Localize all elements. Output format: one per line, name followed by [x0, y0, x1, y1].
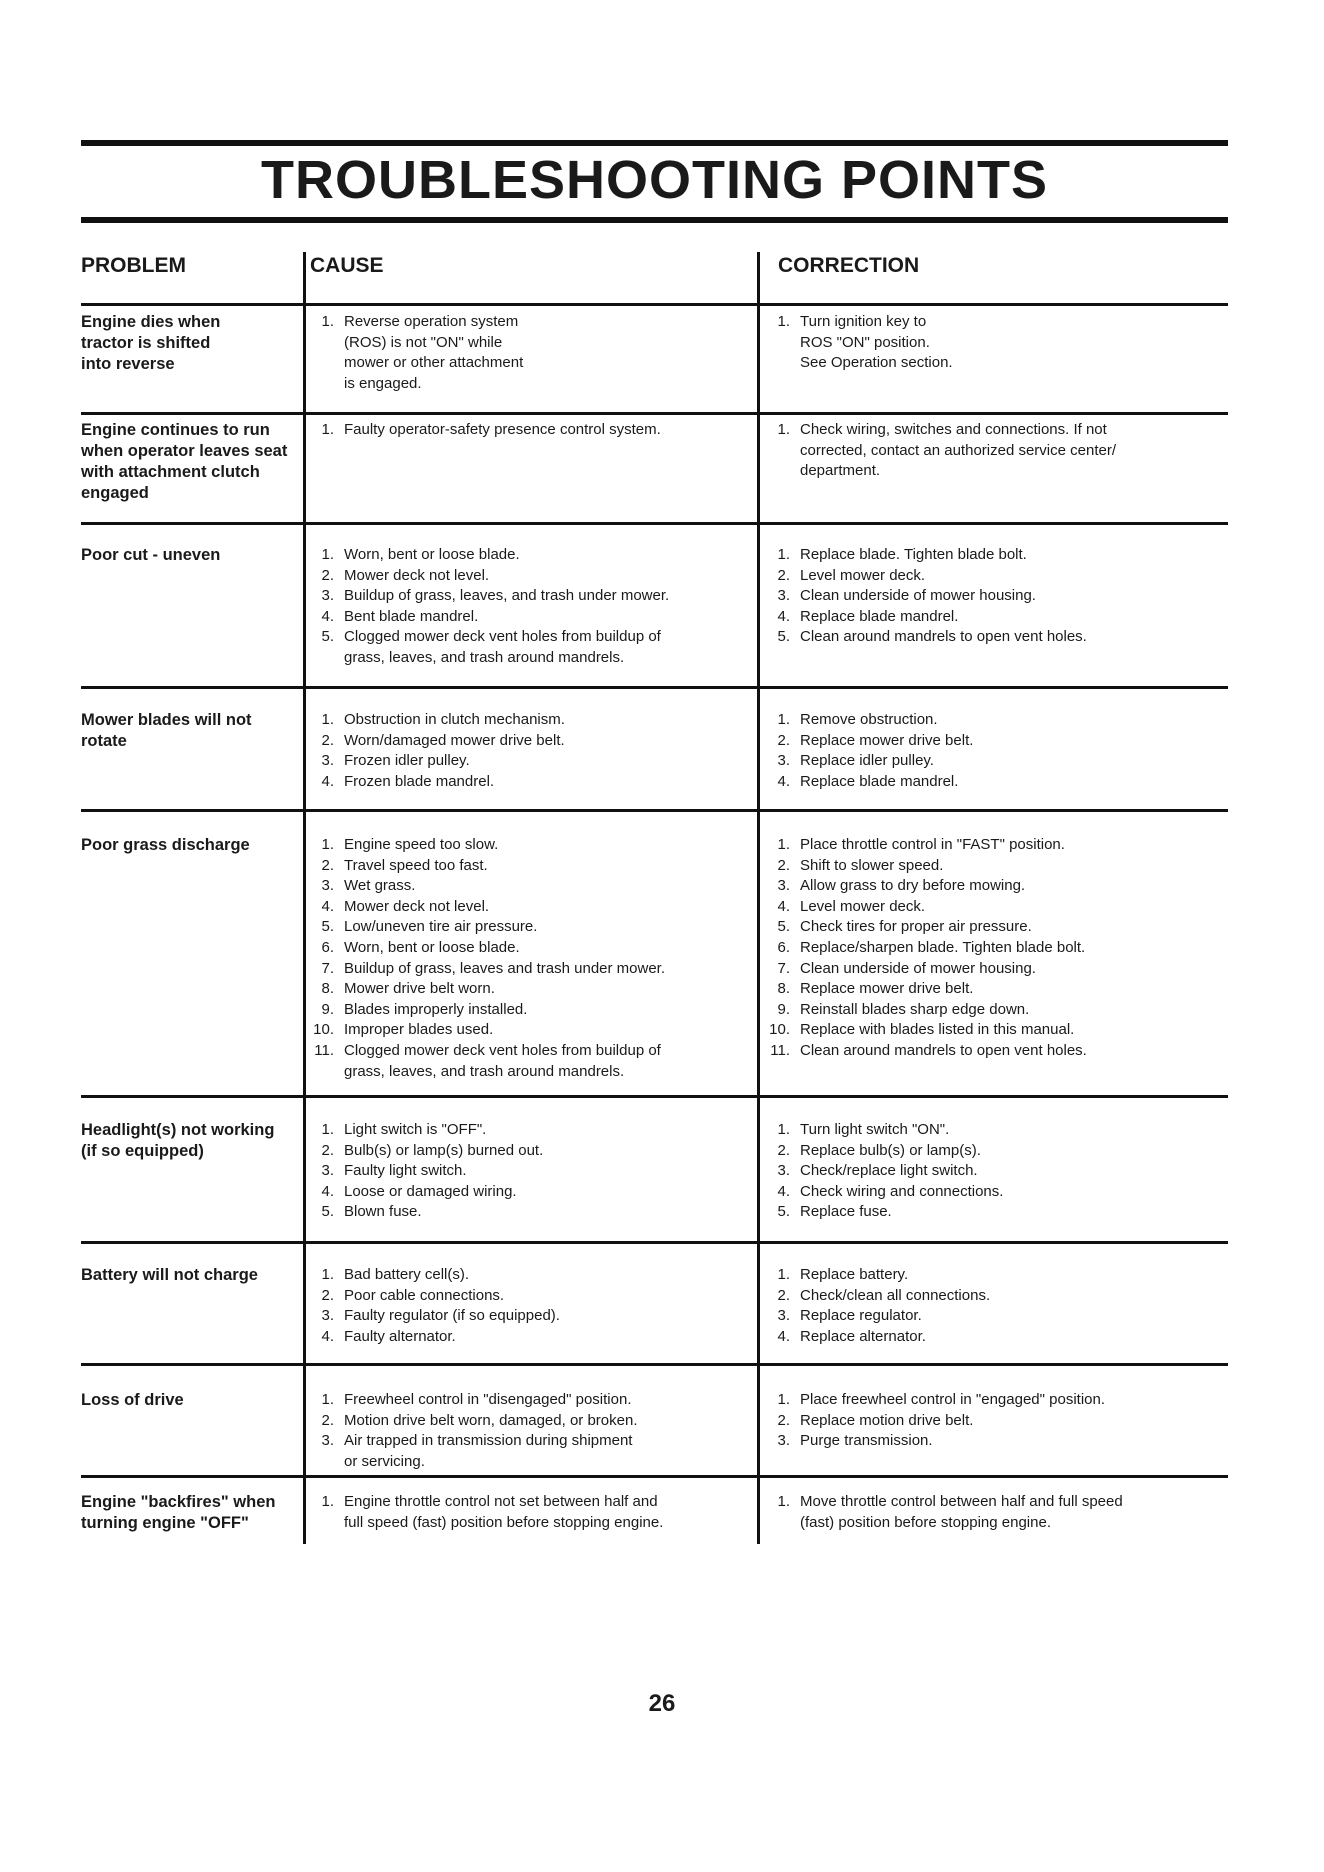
row-separator	[81, 1475, 1228, 1478]
list-item	[766, 1000, 1228, 1021]
problem-text: Loss of drive	[81, 1391, 184, 1409]
item-text: Mower drive belt worn.	[344, 980, 495, 998]
item-number: 5.	[777, 918, 790, 936]
list-item	[766, 856, 1228, 877]
list-item	[766, 1020, 1228, 1041]
row-separator	[81, 1095, 1228, 1098]
item-text: Freewheel control in "disengaged" position.	[344, 1391, 632, 1408]
title-bottom-rule	[81, 217, 1228, 223]
item-number: 3.	[777, 1307, 790, 1325]
item-text: Check/clean all connections.	[800, 1286, 991, 1304]
item-text: Clean around mandrels to open vent holes.	[800, 1041, 1087, 1059]
item-number: 1.	[321, 836, 334, 853]
item-number: 11.	[314, 1041, 334, 1059]
item-text: Frozen idler pulley.	[344, 752, 470, 770]
header-problem: PROBLEM	[81, 254, 186, 277]
list-item	[310, 710, 760, 731]
list-item	[310, 1265, 760, 1286]
item-text: Clean underside of mower housing.	[800, 959, 1036, 977]
correction-list	[766, 1492, 1228, 1533]
item-number: 4.	[777, 607, 790, 625]
item-text: Faulty alternator.	[344, 1327, 456, 1345]
item-number: 3.	[777, 587, 790, 605]
item-text: Purge transmission.	[800, 1432, 933, 1450]
item-text: Allow grass to dry before mowing.	[800, 877, 1026, 895]
list-item	[310, 876, 760, 897]
item-number: 5.	[321, 1203, 334, 1221]
list-item	[766, 917, 1228, 938]
item-text: Replace mower drive belt.	[800, 731, 974, 749]
item-text: Replace blade mandrel.	[800, 772, 959, 790]
item-text: Frozen blade mandrel.	[344, 772, 495, 790]
list-item	[766, 1182, 1228, 1203]
item-text: Replace bulb(s) or lamp(s).	[800, 1141, 981, 1159]
list-item	[310, 959, 760, 980]
item-number: 4.	[321, 1182, 334, 1200]
item-text: Faulty regulator (if so equipped).	[344, 1307, 560, 1325]
cause-list	[310, 1492, 760, 1533]
item-text: Replace idler pulley.	[800, 752, 934, 770]
item-number: 4.	[321, 1327, 334, 1345]
list-item	[310, 772, 760, 793]
item-number: 2.	[777, 1411, 790, 1429]
item-number: 3.	[777, 1432, 790, 1450]
item-number: 3.	[777, 1162, 790, 1180]
item-number: 3.	[777, 877, 790, 895]
cause-list	[310, 835, 760, 1082]
item-text: Replace blade. Tighten blade bolt.	[800, 546, 1027, 563]
list-item	[766, 876, 1228, 897]
item-text: Bent blade mandrel.	[344, 607, 479, 625]
list-item	[766, 1202, 1228, 1223]
row-separator	[81, 686, 1228, 689]
column-divider-cause	[303, 252, 306, 1544]
problem-text: Engine continues to run when operator leaves seat with attachment clutch engaged	[81, 421, 288, 502]
item-number: 2.	[777, 1141, 790, 1159]
item-text: Move throttle control between half and full speed (fast) position before stopping engine.	[800, 1493, 1123, 1531]
list-item	[766, 979, 1228, 1000]
title-top-rule	[81, 140, 1228, 146]
item-text: Worn/damaged mower drive belt.	[344, 731, 565, 749]
cause-list	[310, 1265, 760, 1347]
item-text: Faulty light switch.	[344, 1162, 467, 1180]
item-text: Turn light switch "ON".	[800, 1121, 950, 1138]
list-item	[310, 1202, 760, 1223]
list-item	[310, 1120, 760, 1141]
correction-list	[766, 1265, 1228, 1347]
page-number: 26	[648, 1690, 676, 1717]
list-item	[766, 1041, 1228, 1062]
item-number: 3.	[777, 752, 790, 770]
correction-list	[766, 710, 1228, 792]
item-text: Engine speed too slow.	[344, 836, 499, 853]
list-item	[766, 1141, 1228, 1162]
list-item	[310, 897, 760, 918]
item-text: Clean underside of mower housing.	[800, 587, 1036, 605]
item-text: Wet grass.	[344, 877, 416, 895]
problem-text: Headlight(s) not working (if so equipped)	[81, 1121, 275, 1160]
item-number: 4.	[321, 607, 334, 625]
item-text: Mower deck not level.	[344, 897, 490, 915]
correction-list	[766, 1120, 1228, 1223]
item-text: Check wiring, switches and connections. If not corrected, contact an authorized service center/ department.	[800, 421, 1116, 480]
row-separator	[81, 1363, 1228, 1366]
item-number: 4.	[777, 897, 790, 915]
list-item	[766, 1286, 1228, 1307]
item-number: 3.	[321, 877, 334, 895]
correction-list	[766, 420, 1228, 482]
list-item	[310, 1492, 760, 1533]
item-number: 6.	[321, 938, 334, 956]
header-cause: CAUSE	[310, 254, 384, 277]
item-number: 1.	[777, 836, 790, 853]
list-item	[310, 586, 760, 607]
item-number: 4.	[321, 772, 334, 790]
item-number: 5.	[777, 628, 790, 646]
list-item	[310, 1327, 760, 1348]
item-number: 1.	[321, 421, 334, 438]
item-number: 1.	[777, 1266, 790, 1283]
list-item	[310, 1141, 760, 1162]
item-text: Light switch is "OFF".	[344, 1121, 487, 1138]
item-text: Clean around mandrels to open vent holes.	[800, 628, 1087, 646]
list-item	[310, 566, 760, 587]
list-item	[310, 979, 760, 1000]
item-text: Check tires for proper air pressure.	[800, 918, 1032, 936]
list-item	[310, 856, 760, 877]
list-item	[310, 1161, 760, 1182]
item-number: 5.	[777, 1203, 790, 1221]
item-text: Motion drive belt worn, damaged, or broken.	[344, 1411, 638, 1429]
item-text: Buildup of grass, leaves, and trash under mower.	[344, 587, 670, 605]
item-number: 2.	[321, 1141, 334, 1159]
item-number: 5.	[321, 628, 334, 646]
item-number: 1.	[777, 546, 790, 563]
item-number: 3.	[321, 587, 334, 605]
item-text: Check/replace light switch.	[800, 1162, 978, 1180]
item-number: 4.	[321, 897, 334, 915]
item-number: 1.	[321, 1266, 334, 1283]
item-text: Replace alternator.	[800, 1327, 926, 1345]
list-item	[310, 731, 760, 752]
item-text: Low/uneven tire air pressure.	[344, 918, 538, 936]
list-item	[766, 1492, 1228, 1533]
list-item	[310, 1020, 760, 1041]
item-number: 1.	[321, 546, 334, 563]
item-text: Improper blades used.	[344, 1021, 494, 1039]
list-item	[766, 1411, 1228, 1432]
correction-list	[766, 1390, 1228, 1452]
correction-list	[766, 835, 1228, 1062]
row-separator	[81, 522, 1228, 525]
problem-text: Engine "backfires" when turning engine "OFF"	[81, 1493, 276, 1532]
list-item	[310, 312, 760, 394]
item-text: Air trapped in transmission during shipment or servicing.	[344, 1432, 633, 1470]
problem-text: Poor cut - uneven	[81, 546, 221, 564]
problem-text: Battery will not charge	[81, 1266, 258, 1284]
item-number: 11.	[770, 1041, 790, 1059]
item-number: 1.	[777, 1493, 790, 1510]
list-item	[310, 1390, 760, 1411]
item-number: 2.	[777, 1286, 790, 1304]
item-number: 2.	[321, 1411, 334, 1429]
item-text: Reinstall blades sharp edge down.	[800, 1000, 1030, 1018]
list-item	[310, 1000, 760, 1021]
item-number: 2.	[321, 856, 334, 874]
list-item	[310, 607, 760, 628]
list-item	[310, 545, 760, 566]
row-separator	[81, 1241, 1228, 1244]
list-item	[766, 607, 1228, 628]
item-number: 3.	[321, 1162, 334, 1180]
list-item	[766, 835, 1228, 856]
item-number: 2.	[321, 1286, 334, 1304]
correction-list	[766, 545, 1228, 648]
item-number: 1.	[321, 1391, 334, 1408]
list-item	[766, 586, 1228, 607]
item-text: Replace mower drive belt.	[800, 980, 974, 998]
list-item	[310, 1431, 760, 1472]
item-text: Replace motion drive belt.	[800, 1411, 974, 1429]
item-text: Bad battery cell(s).	[344, 1266, 470, 1283]
item-text: Remove obstruction.	[800, 711, 938, 728]
row-separator	[81, 412, 1228, 415]
item-number: 4.	[777, 772, 790, 790]
item-number: 9.	[777, 1000, 790, 1018]
page-title: TROUBLESHOOTING POINTS	[260, 150, 1049, 210]
item-number: 9.	[321, 1000, 334, 1018]
list-item	[766, 627, 1228, 648]
header-correction: CORRECTION	[778, 254, 920, 277]
item-text: Replace/sharpen blade. Tighten blade bolt.	[800, 938, 1086, 956]
item-text: Worn, bent or loose blade.	[344, 546, 520, 563]
correction-list	[766, 312, 1228, 374]
item-text: Replace fuse.	[800, 1203, 892, 1221]
item-text: Check wiring and connections.	[800, 1182, 1004, 1200]
list-item	[766, 1390, 1228, 1411]
item-number: 1.	[777, 313, 790, 330]
item-number: 1.	[321, 1493, 334, 1510]
item-number: 8.	[321, 980, 334, 998]
item-number: 10.	[313, 1021, 334, 1039]
item-number: 1.	[777, 711, 790, 728]
list-item	[766, 566, 1228, 587]
list-item	[310, 1306, 760, 1327]
cause-list	[310, 312, 760, 394]
item-text: Replace regulator.	[800, 1307, 922, 1325]
item-number: 1.	[777, 1121, 790, 1138]
item-text: Replace battery.	[800, 1266, 909, 1283]
item-text: Level mower deck.	[800, 897, 926, 915]
list-item	[766, 938, 1228, 959]
item-number: 1.	[777, 1391, 790, 1408]
list-item	[310, 1411, 760, 1432]
item-number: 2.	[321, 566, 334, 584]
list-item	[766, 1431, 1228, 1452]
item-text: Place freewheel control in "engaged" position.	[800, 1391, 1106, 1408]
list-item	[310, 835, 760, 856]
item-text: Replace with blades listed in this manual.	[800, 1021, 1075, 1039]
cause-list	[310, 420, 760, 441]
list-item	[766, 1161, 1228, 1182]
item-number: 2.	[777, 856, 790, 874]
item-number: 3.	[321, 1307, 334, 1325]
item-number: 3.	[321, 752, 334, 770]
list-item	[310, 1286, 760, 1307]
row-separator	[81, 303, 1228, 306]
list-item	[766, 731, 1228, 752]
item-number: 7.	[321, 959, 334, 977]
item-number: 2.	[321, 731, 334, 749]
list-item	[766, 1306, 1228, 1327]
item-number: 1.	[777, 421, 790, 438]
item-text: Buildup of grass, leaves and trash under mower.	[344, 959, 666, 977]
item-text: Poor cable connections.	[344, 1286, 505, 1304]
item-text: Reverse operation system (ROS) is not "ON" while mower or other attachment is engaged.	[344, 313, 524, 392]
list-item	[766, 897, 1228, 918]
item-text: Blown fuse.	[344, 1203, 422, 1221]
item-text: Faulty operator-safety presence control system.	[344, 421, 661, 438]
list-item	[766, 751, 1228, 772]
problem-text: Mower blades will not rotate	[81, 711, 252, 750]
item-number: 1.	[321, 1121, 334, 1138]
list-item	[766, 772, 1228, 793]
item-text: Bulb(s) or lamp(s) burned out.	[344, 1141, 544, 1159]
item-text: Travel speed too fast.	[344, 856, 488, 874]
item-number: 4.	[777, 1327, 790, 1345]
item-text: Level mower deck.	[800, 566, 926, 584]
item-text: Loose or damaged wiring.	[344, 1182, 517, 1200]
cause-list	[310, 545, 760, 669]
item-text: Obstruction in clutch mechanism.	[344, 711, 565, 728]
item-text: Turn ignition key to ROS "ON" position. See Operation section.	[800, 313, 953, 372]
item-number: 2.	[777, 731, 790, 749]
problem-text: Poor grass discharge	[81, 836, 250, 854]
item-number: 3.	[321, 1432, 334, 1450]
item-number: 2.	[777, 566, 790, 584]
item-number: 8.	[777, 980, 790, 998]
list-item	[310, 627, 760, 668]
item-text: Blades improperly installed.	[344, 1000, 528, 1018]
list-item	[766, 1265, 1228, 1286]
item-number: 7.	[777, 959, 790, 977]
item-text: Mower deck not level.	[344, 566, 490, 584]
item-number: 10.	[769, 1021, 790, 1039]
list-item	[766, 545, 1228, 566]
item-number: 1.	[321, 711, 334, 728]
row-separator	[81, 809, 1228, 812]
list-item	[310, 751, 760, 772]
item-text: Shift to slower speed.	[800, 856, 944, 874]
list-item	[766, 959, 1228, 980]
item-text: Replace blade mandrel.	[800, 607, 959, 625]
problem-text: Engine dies when tractor is shifted into reverse	[81, 313, 221, 373]
item-text: Engine throttle control not set between half and full speed (fast) position before stopping engine.	[344, 1493, 664, 1531]
list-item	[310, 1182, 760, 1203]
item-text: Clogged mower deck vent holes from buildup of grass, leaves, and trash around mandrels.	[344, 628, 661, 666]
list-item	[766, 1120, 1228, 1141]
list-item	[310, 420, 760, 441]
list-item	[766, 420, 1228, 482]
item-number: 5.	[321, 918, 334, 936]
item-text: Clogged mower deck vent holes from buildup of grass, leaves, and trash around mandrels.	[344, 1041, 661, 1080]
item-number: 6.	[777, 938, 790, 956]
list-item	[310, 1041, 760, 1082]
list-item	[310, 917, 760, 938]
item-text: Worn, bent or loose blade.	[344, 938, 520, 956]
list-item	[310, 938, 760, 959]
list-item	[766, 1327, 1228, 1348]
cause-list	[310, 1120, 760, 1223]
list-item	[766, 710, 1228, 731]
item-text: Place throttle control in "FAST" position.	[800, 836, 1065, 853]
item-number: 1.	[321, 313, 334, 330]
list-item	[766, 312, 1228, 374]
item-number: 4.	[777, 1182, 790, 1200]
cause-list	[310, 710, 760, 792]
cause-list	[310, 1390, 760, 1472]
